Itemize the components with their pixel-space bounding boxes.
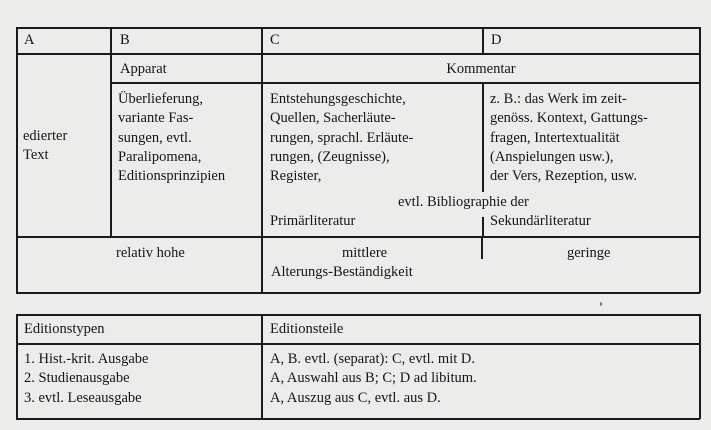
aging-stability-label: Alterungs-Beständigkeit (271, 264, 413, 280)
edition-table-bottom-border (16, 418, 700, 420)
aging-mid-label: mittlere (342, 245, 388, 261)
apparat-heading: Apparat (120, 61, 167, 77)
apparat-line: variante Fas- (118, 110, 194, 127)
edited-text-line: Text (23, 147, 49, 164)
apparat-line: Editionsprinzipien (118, 168, 226, 185)
commentary-d-line: (Anspielungen usw.), (490, 148, 614, 165)
apparat-content-cell (118, 90, 225, 186)
commentary-d-line: fragen, Intertextualität (490, 129, 620, 146)
main-table-left-border (16, 27, 18, 293)
edited-text-cell (23, 127, 67, 166)
scan-speck (600, 302, 602, 306)
main-table-top-border (16, 27, 700, 29)
commentary-c-line: Register, (270, 168, 322, 185)
age-row-divider-right (481, 237, 483, 259)
aging-high-label: relativ hohe (116, 245, 185, 261)
commentary-c-line: rungen, (Zeugnisse), (270, 148, 390, 165)
edition-types-header: Editionstypen (24, 321, 105, 337)
col-c-d-divider-upper (482, 27, 484, 54)
col-a-b-divider (110, 27, 112, 237)
edition-type-row: 3. evtl. Leseausgabe (24, 389, 142, 406)
edition-column-divider (261, 314, 263, 419)
subheader-row-divider (111, 82, 700, 84)
column-header-a: A (24, 32, 35, 48)
apparat-line: sungen, evtl. (118, 129, 192, 146)
main-table-right-border (699, 27, 701, 293)
edition-table-top-border (16, 314, 700, 316)
edition-header-divider (16, 343, 700, 345)
main-table-bottom-border (16, 292, 700, 294)
column-header-b: B (120, 32, 130, 48)
edition-type-row: 2. Studienausgabe (24, 370, 130, 387)
primary-literature-label: Primärliteratur (270, 213, 356, 229)
edition-table-left-border (16, 314, 18, 419)
commentary-d-cell (490, 90, 648, 186)
commentary-c-line: rungen, sprachl. Erläute- (270, 129, 414, 146)
col-c-d-divider-lower (482, 83, 484, 192)
column-header-d: D (491, 32, 502, 48)
apparat-line: Überlieferung, (118, 91, 203, 107)
commentary-c-line: Quellen, Sacherläute- (270, 110, 396, 127)
col-c-d-divider-bottom (482, 217, 484, 237)
commentary-d-line: genöss. Kontext, Gattungs- (490, 110, 648, 127)
edition-type-row: 1. Hist.-krit. Ausgabe (24, 351, 149, 367)
commentary-c-line: Entstehungsgeschichte, (270, 91, 406, 107)
edited-text-line: edierter (23, 128, 68, 144)
edition-parts-header: Editionsteile (270, 321, 344, 337)
apparat-line: Paralipomena, (118, 148, 202, 165)
bibliography-note: evtl. Bibliographie der (398, 194, 529, 210)
body-row-divider (16, 236, 700, 238)
edition-parts-row: A, Auswahl aus B; C; D ad libitum. (270, 370, 477, 387)
commentary-d-line: z. B.: das Werk im zeit- (490, 91, 627, 107)
aging-low-label: geringe (567, 245, 611, 261)
edition-table-right-border (699, 314, 701, 419)
edition-parts-row: A, B. evtl. (separat): C, evtl. mit D. (270, 351, 475, 367)
edition-parts-list (270, 350, 477, 408)
edition-parts-row: A, Auszug aus C, evtl. aus D. (270, 389, 441, 406)
secondary-literature-label: Sekundärliteratur (490, 213, 591, 229)
commentary-c-cell (270, 90, 413, 186)
kommentar-heading: Kommentar (446, 61, 516, 77)
commentary-d-line: der Vers, Rezeption, usw. (490, 168, 637, 185)
column-header-c: C (270, 32, 280, 48)
header-row-divider (16, 53, 700, 55)
edition-types-list (24, 350, 148, 408)
